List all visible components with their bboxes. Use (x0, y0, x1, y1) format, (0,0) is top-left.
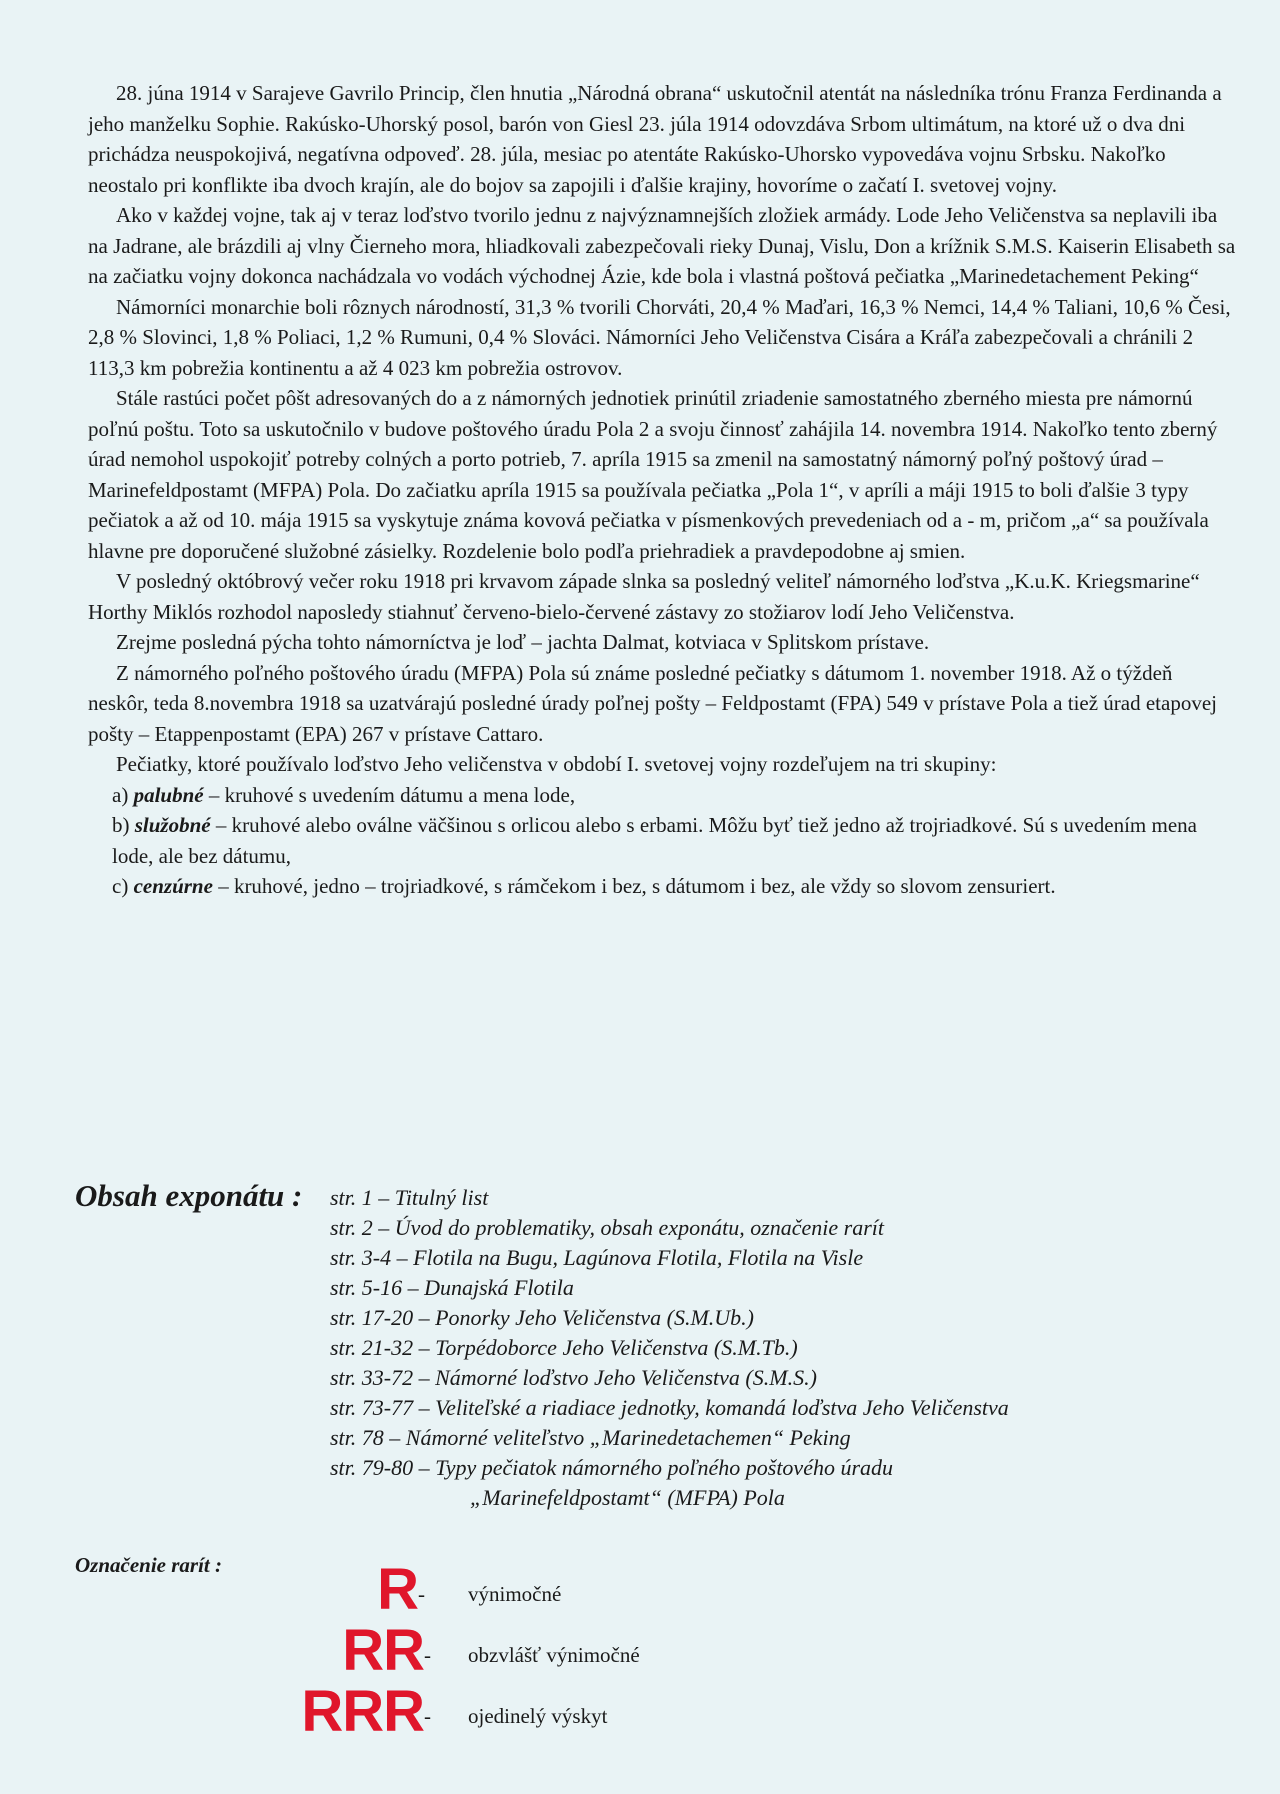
rarity-dash: - (424, 1704, 431, 1728)
list-item-cenzurne: c) cenzúrne – kruhové, jedno – trojriadkové, s rámčekom i bez, s dátumom i bez, ale vždy so slovom zensuriert. (112, 874, 1056, 898)
contents-item: str. 2 – Úvod do problematiky, obsah exponátu, označenie rarít (330, 1215, 885, 1240)
paragraph-stamp-groups: Pečiatky, ktoré používalo loďstvo Jeho veličenstva v období I. svetovej vojny rozdeľujem na tri skupiny: (116, 752, 997, 776)
rarity-symbol: RRR (301, 1679, 424, 1744)
list-item-sluzobne: b) služobné – kruhové alebo oválne väčšinou s orlicou alebo s erbami. Môžu byť tiež jedno až trojriadkové. Sú s uvedením mena lode, ale bez dátumu, (112, 813, 1197, 868)
rarity-desc: obzvlášť výnimočné (468, 1643, 640, 1667)
paragraph-dalmat: Zrejme posledná pýcha tohto námorníctva je loď – jachta Dalmat, kotviaca v Splitskom prístave. (116, 630, 930, 654)
paragraph-sailors: Námorníci monarchie boli rôznych národností, 31,3 % tvorili Chorváti, 20,4 % Maďari, 16,3 % Nemci, 14,4 % Taliani, 10,6 % Česi, 2,8 % Slovinci, 1,8 % Poliaci, 1,2 % Rumuni, 0,4 % Slováci. Námorníci Jeho Veličenstva Cisára a Kráľa zabezpečovali a chránili 2 113,3 km pobrežia kontinentu a až 4 023 km pobrežia ostrovov. (88, 294, 1231, 380)
rarity-title: Označenie rarít : (75, 1553, 222, 1577)
rarity-row-r (250, 1557, 418, 1622)
paragraph-intro: 28. júna 1914 v Sarajeve Gavrilo Princip, člen hnutia „Národná obrana“ uskutočnil atentát na následníka trónu Franza Ferdinanda a jeho manželku Sophie. Rakúsko-Uhorský posol, barón von Giesl 23. júla 1914 odovzdáva Srbom ultimátum, na ktoré už o dva dni prichádza neuspokojivá, negatívna odpoveď. 28. júla, mesiac po atentáte Rakúsko-Uhorsko vypovedáva vojnu Srbsku. Nakoľko neostalo pri konflikte iba dvoch krajín, ale do bojov sa zapojili i ďalšie krajiny, hovoríme o začatí I. svetovej vojny. (88, 81, 1222, 197)
rarity-symbol: R (377, 1557, 418, 1622)
contents-item: str. 5-16 – Dunajská Flotila (330, 1275, 574, 1300)
paragraph-last-evening: V posledný októbrový večer roku 1918 pri krvavom západe slnka sa posledný veliteľ námorného loďstva „K.u.K. Kriegsmarine“ Horthy Miklós rozhodol naposledy stiahnuť červeno-bielo-červené zástavy zo stožiarov lodí Jeho Veličenstva. (88, 569, 1200, 624)
contents-item-continuation: „Marinefeldpostamt“ (MFPA) Pola (470, 1485, 785, 1510)
paragraph-fleet: Ako v každej vojne, tak aj v teraz loďstvo tvorilo jednu z najvýznamnejších zložiek armády. Lode Jeho Veličenstva sa neplavili iba na Jadrane, ale brázdili aj vlny Čierneho mora, hliadkovali zabezpečovali rieky Dunaj, Vislu, Don a krížnik S.M.S. Kaiserin Elisabeth sa na začiatku vojny dokonca nachádzala vo vodách východnej Ázie, kde bola i vlastná poštová pečiatka „Marinedetachement Peking“ (88, 203, 1236, 288)
contents-item: str. 21-32 – Torpédoborce Jeho Veličenstva (S.M.Tb.) (330, 1335, 798, 1360)
contents-list (330, 1183, 1009, 1513)
paragraph-last-stamps: Z námorného poľného poštového úradu (MFPA) Pola sú známe posledné pečiatky s dátumom 1. november 1918. Až o týždeň neskôr, teda 8.novembra 1918 sa uzatvárajú posledné úrady poľnej pošty – Feldpostamt (FPA) 549 v prístave Pola a tiež úrad etapovej pošty – Etappenpostamt (EPA) 267 v prístave Cattaro. (88, 660, 1217, 746)
rarity-desc: ojedinelý výskyt (468, 1704, 608, 1728)
paragraph-post: Stále rastúci počet pôšt adresovaných do a z námorných jednotiek prinútil zriadenie samostatného zberného miesta pre námornú poľnú poštu. Toto sa uskutočnilo v budove poštového úradu Pola 2 a svoju činnosť zahájila 14. novembra 1914. Nakoľko tento zberný úrad nemohol uspokojiť potreby colných a porto potrieb, 7. apríla 1915 sa zmenil na samostatný námorný poľný poštový úrad – Marinefeldpostamt (MFPA) Pola. Do začiatku apríla 1915 sa používala pečiatka „Pola 1“, v apríli a máji 1915 to boli ďalšie 3 typy pečiatok a až od 10. mája 1915 sa vyskytuje známa kovová pečiatka v písmenkových prevedeniach od a - m, pričom „a“ sa používala hlavne pre doporučené služobné zásielky. Rozdelenie bolo podľa priehradiek a pravdepodobne aj smien. (88, 386, 1218, 563)
contents-title: Obsah exponátu : (75, 1178, 303, 1213)
list-item-palubne: a) palubné – kruhové s uvedením dátumu a mena lode, (112, 782, 576, 807)
contents-item: str. 78 – Námorné veliteľstvo „Marinedetachemen“ Peking (330, 1425, 851, 1450)
contents-item: str. 1 – Titulný list (330, 1185, 489, 1210)
contents-item: str. 73-77 – Veliteľské a riadiace jednotky, komandá loďstva Jeho Veličenstva (330, 1395, 1009, 1420)
rarity-desc: výnimočné (468, 1582, 562, 1606)
rarity-dash: - (424, 1643, 431, 1667)
contents-item: str. 33-72 – Námorné loďstvo Jeho Veličenstva (S.M.S.) (330, 1365, 817, 1390)
body-text (88, 78, 1238, 902)
rarity-dash: - (418, 1582, 425, 1606)
contents-item: str. 79-80 – Typy pečiatok námorného poľného poštového úradu (330, 1455, 894, 1480)
contents-item: str. 3-4 – Flotila na Bugu, Lagúnova Flotila, Flotila na Visle (330, 1245, 864, 1270)
rarity-row-rr (250, 1618, 424, 1683)
rarity-symbol: RR (342, 1618, 424, 1683)
contents-item: str. 17-20 – Ponorky Jeho Veličenstva (S.M.Ub.) (330, 1305, 755, 1330)
rarity-row-rrr (250, 1679, 424, 1744)
